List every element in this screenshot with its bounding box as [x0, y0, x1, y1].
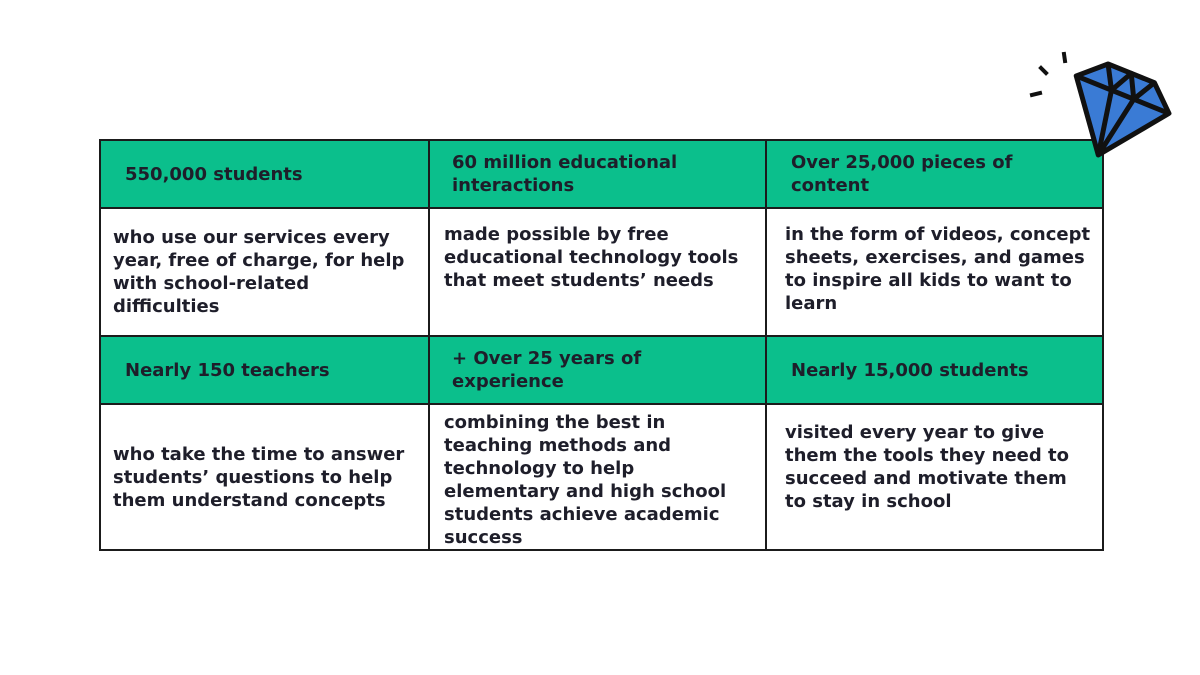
stat-heading-interactions: 60 million educational interactions	[429, 140, 766, 208]
body-row-1	[100, 208, 1103, 336]
stat-description-content: in the form of videos, concept sheets, exercises, and games to inspire all kids to want to learn	[766, 208, 1103, 336]
stat-heading-teachers: Nearly 150 teachers	[100, 336, 429, 404]
stat-description-experience: combining the best in teaching methods and technology to help elementary and high school students achieve academic success	[429, 404, 766, 550]
diamond-icon	[1024, 48, 1174, 170]
stat-description-students: who use our services every year, free of charge, for help with school-related difficulties	[100, 208, 429, 336]
stat-description-interactions: made possible by free educational technology tools that meet students’ needs	[429, 208, 766, 336]
stat-heading-visited-students: Nearly 15,000 students	[766, 336, 1103, 404]
stat-heading-students: 550,000 students	[100, 140, 429, 208]
header-row-1	[100, 140, 1103, 208]
stats-table	[99, 139, 1104, 551]
diamond-body	[1052, 55, 1174, 170]
stat-description-teachers: who take the time to answer students’ questions to help them understand concepts	[100, 404, 429, 550]
body-row-2	[100, 404, 1103, 550]
stat-heading-content: Over 25,000 pieces of content	[766, 140, 1103, 208]
header-row-2	[100, 336, 1103, 404]
sparkle-dash	[1032, 93, 1040, 95]
stat-heading-experience: + Over 25 years of experience	[429, 336, 766, 404]
sparkle-dash	[1041, 68, 1046, 73]
sparkle-dash	[1064, 54, 1065, 61]
stat-description-visited-students: visited every year to give them the tools they need to succeed and motivate them to stay in school	[766, 404, 1103, 550]
